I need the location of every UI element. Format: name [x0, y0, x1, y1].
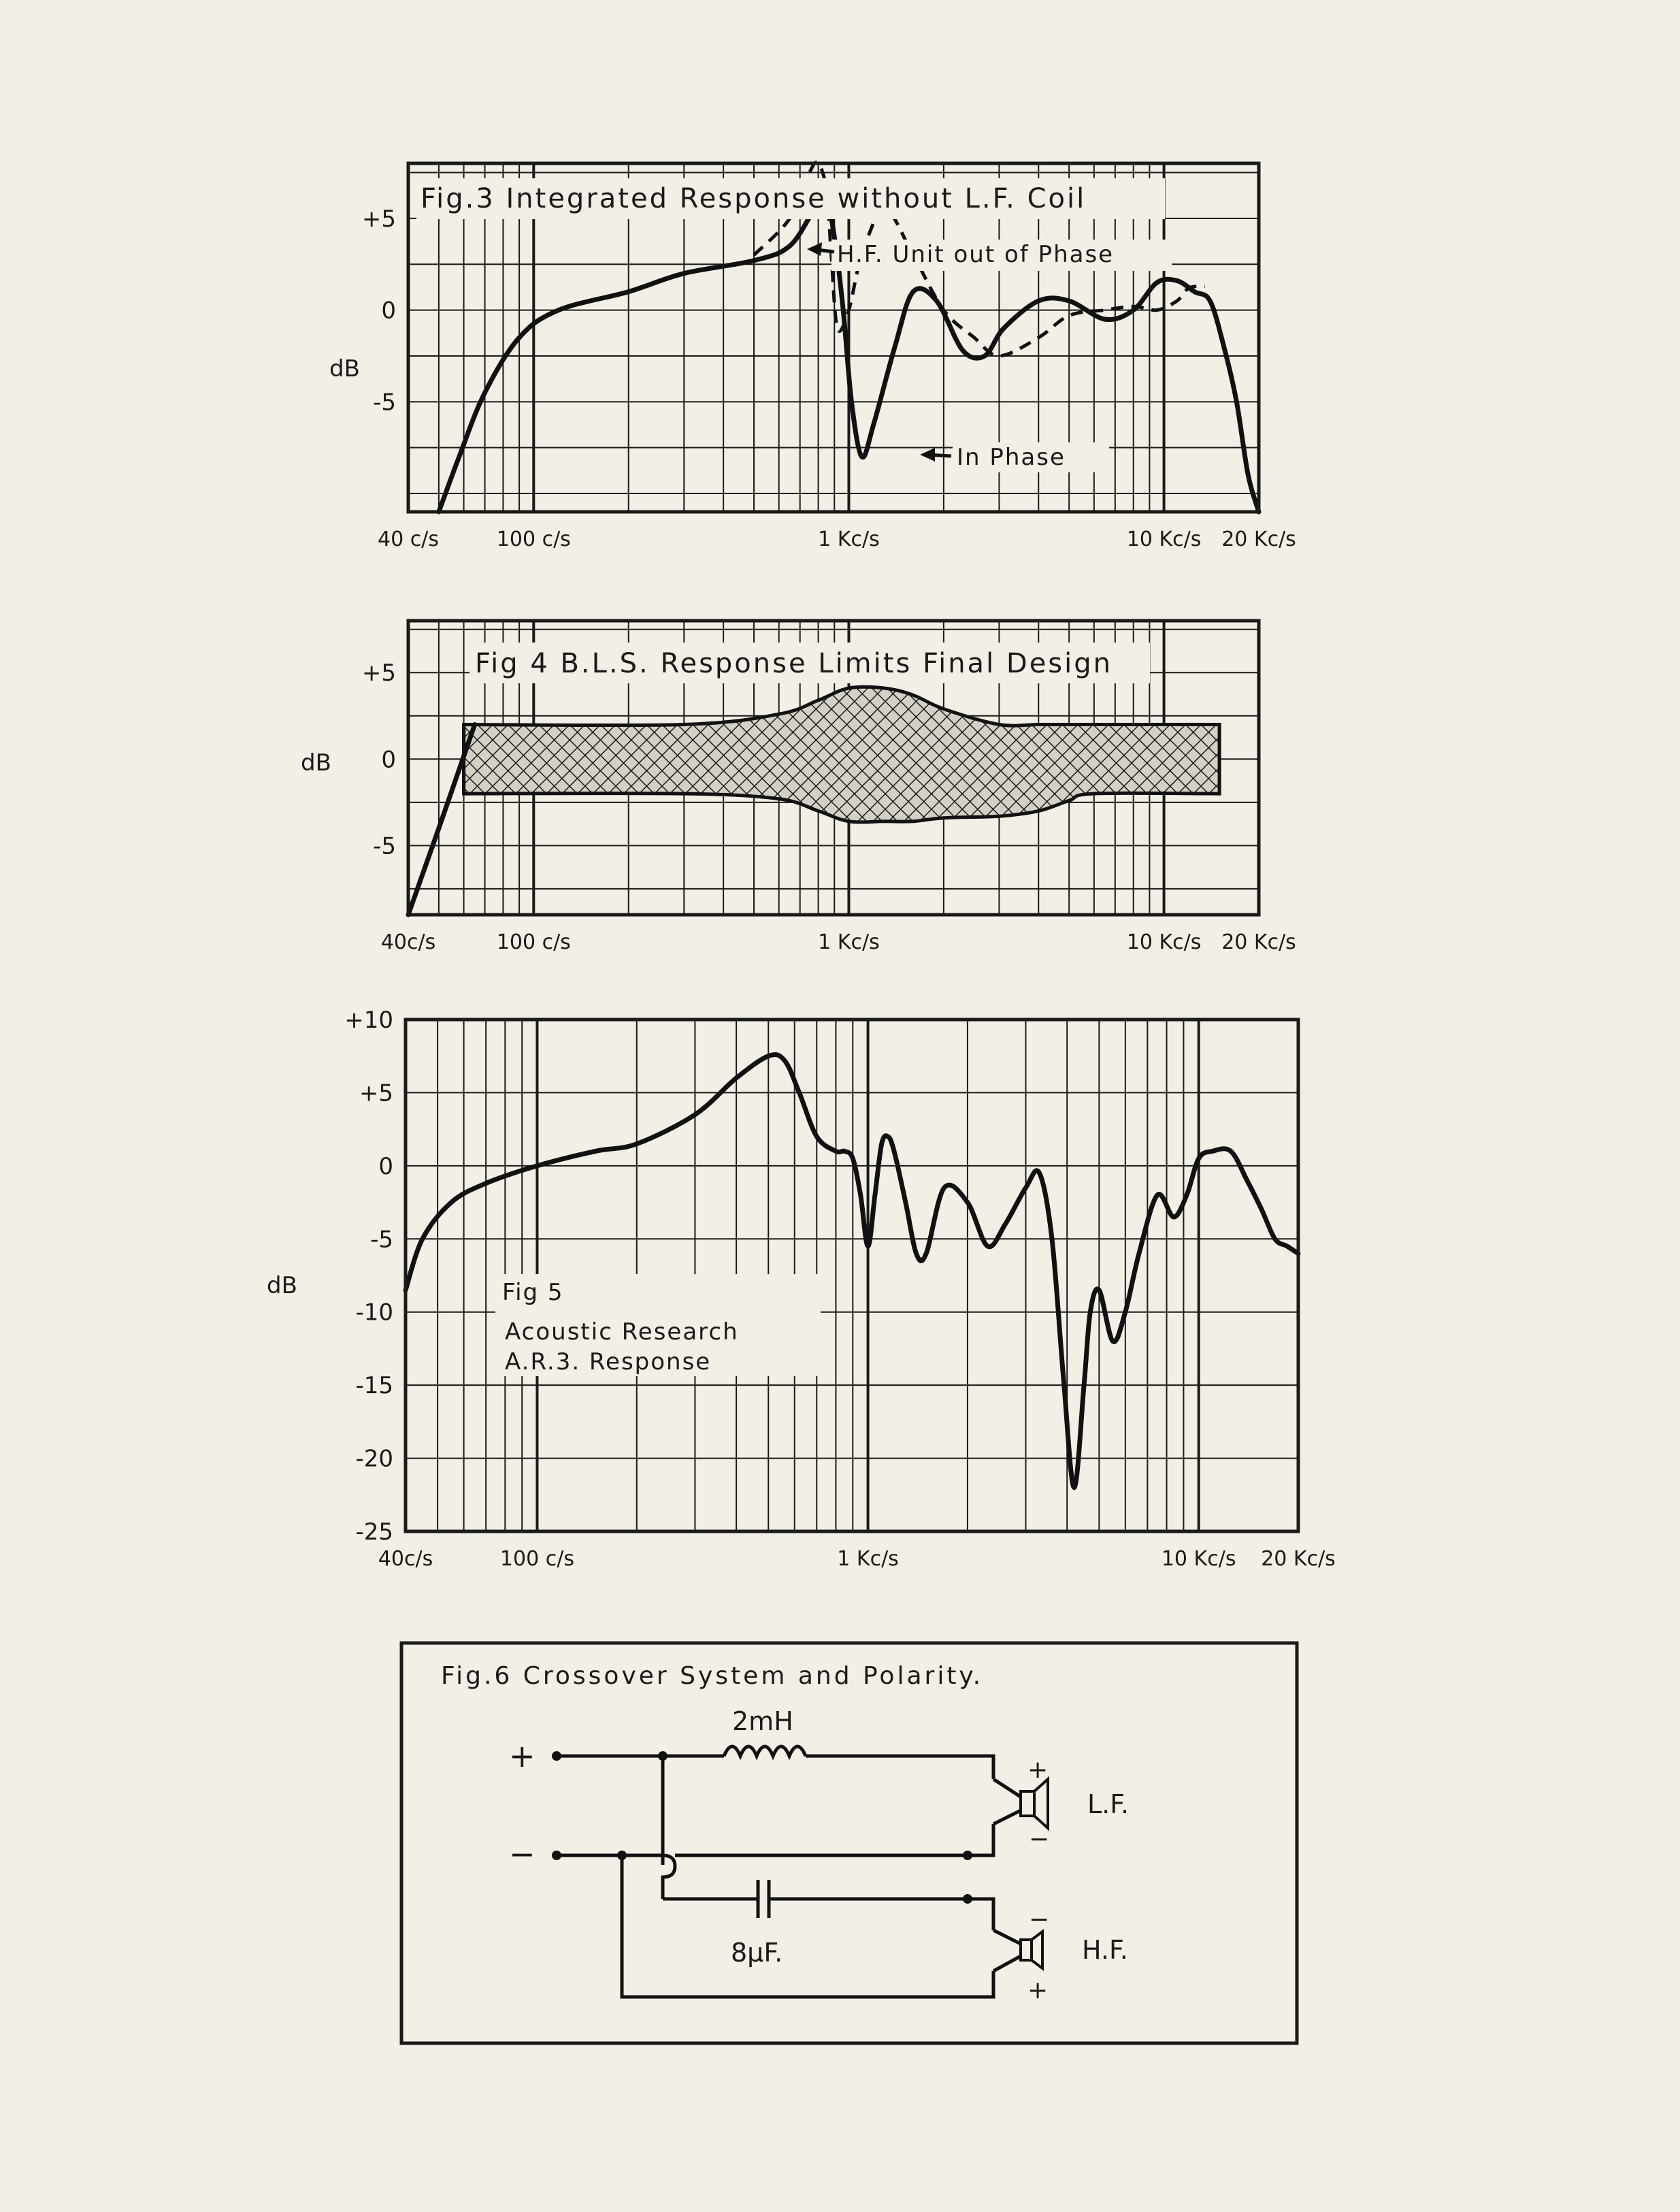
fig5-subtitle-1: Acoustic Research [505, 1318, 739, 1346]
fig6-node-1 [552, 1751, 561, 1761]
fig6-hf-return-wire [622, 1855, 993, 1997]
fig3-ytick-0: +5 [361, 205, 396, 233]
fig6-hf-speaker-icon [993, 1930, 1042, 1971]
fig3-chart [329, 162, 1296, 551]
fig3-ytick-1: 0 [381, 297, 396, 325]
fig3-annotation-out-of-phase: H.F. Unit out of Phase [837, 241, 1115, 268]
fig5-chart [267, 1007, 1336, 1571]
fig5-ytick-7: -25 [355, 1518, 393, 1546]
fig6-plus-terminal-label: + [509, 1738, 536, 1774]
fig4-xtick-0: 40c/s [380, 930, 436, 954]
fig4-ytick-1: 0 [381, 746, 396, 774]
fig6-lf-speaker-icon [993, 1779, 1048, 1828]
fig6-hf-label: H.F. [1082, 1935, 1128, 1965]
fig3-title: Fig.3 Integrated Response without L.F. Coil [421, 183, 1087, 214]
fig4-xtick-1: 100 c/s [496, 930, 571, 954]
fig6-inductor [724, 1746, 806, 1756]
fig4-lf-slope [408, 725, 475, 915]
fig6-lf-label: L.F. [1087, 1789, 1130, 1819]
fig5-ytick-3: -5 [370, 1226, 393, 1254]
fig4-xtick-2: 1 Kc/s [818, 930, 880, 954]
fig5-xtick-2: 1 Kc/s [837, 1547, 899, 1571]
fig4-chart [301, 621, 1296, 954]
fig3-xtick-3: 10 Kc/s [1126, 527, 1202, 551]
fig4-ytick-labels [362, 660, 396, 860]
fig3-xtick-0: 40 c/s [378, 527, 439, 551]
fig5-xtick-3: 10 Kc/s [1161, 1547, 1236, 1571]
fig6-capacitor-label: 8μF. [731, 1938, 783, 1968]
fig5-ytick-1: +5 [359, 1079, 393, 1107]
fig6-inductor-label: 2mH [732, 1706, 793, 1736]
fig6-hf-minus: − [1029, 1906, 1050, 1934]
fig4-xtick-labels [381, 930, 1296, 954]
fig6-node-3 [552, 1851, 561, 1860]
fig4-xtick-3: 10 Kc/s [1126, 930, 1202, 954]
fig6-node-5 [963, 1851, 972, 1860]
fig6-capacitor-wire-right [769, 1899, 993, 1930]
fig5-title: Fig 5 [502, 1279, 564, 1306]
fig3-xtick-labels [378, 527, 1296, 551]
fig6-node-6 [963, 1894, 972, 1904]
fig5-subtitle-2: A.R.3. Response [505, 1348, 712, 1376]
fig5-ylabel: dB [267, 1272, 297, 1299]
fig4-ytick-0: +5 [361, 660, 396, 687]
fig6-lf-minus: − [1029, 1825, 1050, 1853]
fig6-title: Fig.6 Crossover System and Polarity. [441, 1662, 984, 1690]
fig5-ytick-labels [344, 1007, 393, 1546]
fig6-node-2 [658, 1751, 668, 1761]
fig6-node-4 [617, 1851, 627, 1860]
fig5-curve [406, 1054, 1298, 1487]
fig6-negative-line-2 [675, 1824, 993, 1855]
fig6-hf-plus: + [1027, 1977, 1049, 2004]
fig3-ytick-labels [362, 206, 396, 416]
fig6-lf-plus: + [1027, 1756, 1049, 1784]
fig3-xtick-4: 20 Kc/s [1221, 527, 1296, 551]
fig5-ytick-2: 0 [378, 1152, 393, 1180]
fig5-xtick-1: 100 c/s [499, 1547, 574, 1571]
fig4-ylabel: dB [301, 749, 331, 777]
fig3-annotation-in-phase: In Phase [957, 444, 1066, 471]
fig3-xtick-1: 100 c/s [496, 527, 571, 551]
fig6-crossover-diagram [401, 1643, 1297, 2043]
fig3-ytick-2: -5 [373, 389, 396, 417]
fig5-ytick-6: -20 [355, 1445, 393, 1473]
fig3-arrowhead-2 [920, 448, 935, 461]
fig6-lf-positive-line [806, 1756, 993, 1779]
fig6-negative-line [557, 1855, 675, 1899]
fig4-ytick-2: -5 [373, 832, 396, 860]
fig4-response-band [408, 687, 1219, 915]
fig4-xtick-4: 20 Kc/s [1221, 930, 1296, 954]
fig5-xtick-labels [378, 1547, 1336, 1571]
fig5-xtick-4: 20 Kc/s [1261, 1547, 1336, 1571]
fig3-xtick-2: 1 Kc/s [818, 527, 880, 551]
fig5-ytick-0: +10 [344, 1007, 393, 1034]
fig6-frame [401, 1643, 1297, 2043]
fig5-series-ar3 [406, 1054, 1298, 1487]
fig4-title: Fig 4 B.L.S. Response Limits Final Design [475, 648, 1113, 679]
fig5-ytick-5: -15 [355, 1372, 393, 1400]
fig6-minus-terminal-label: − [509, 1836, 536, 1872]
fig3-arrowhead-1 [807, 242, 822, 256]
fig3-ylabel: dB [329, 355, 360, 383]
fig5-xtick-0: 40c/s [378, 1547, 433, 1571]
fig5-ytick-4: -10 [355, 1299, 393, 1327]
